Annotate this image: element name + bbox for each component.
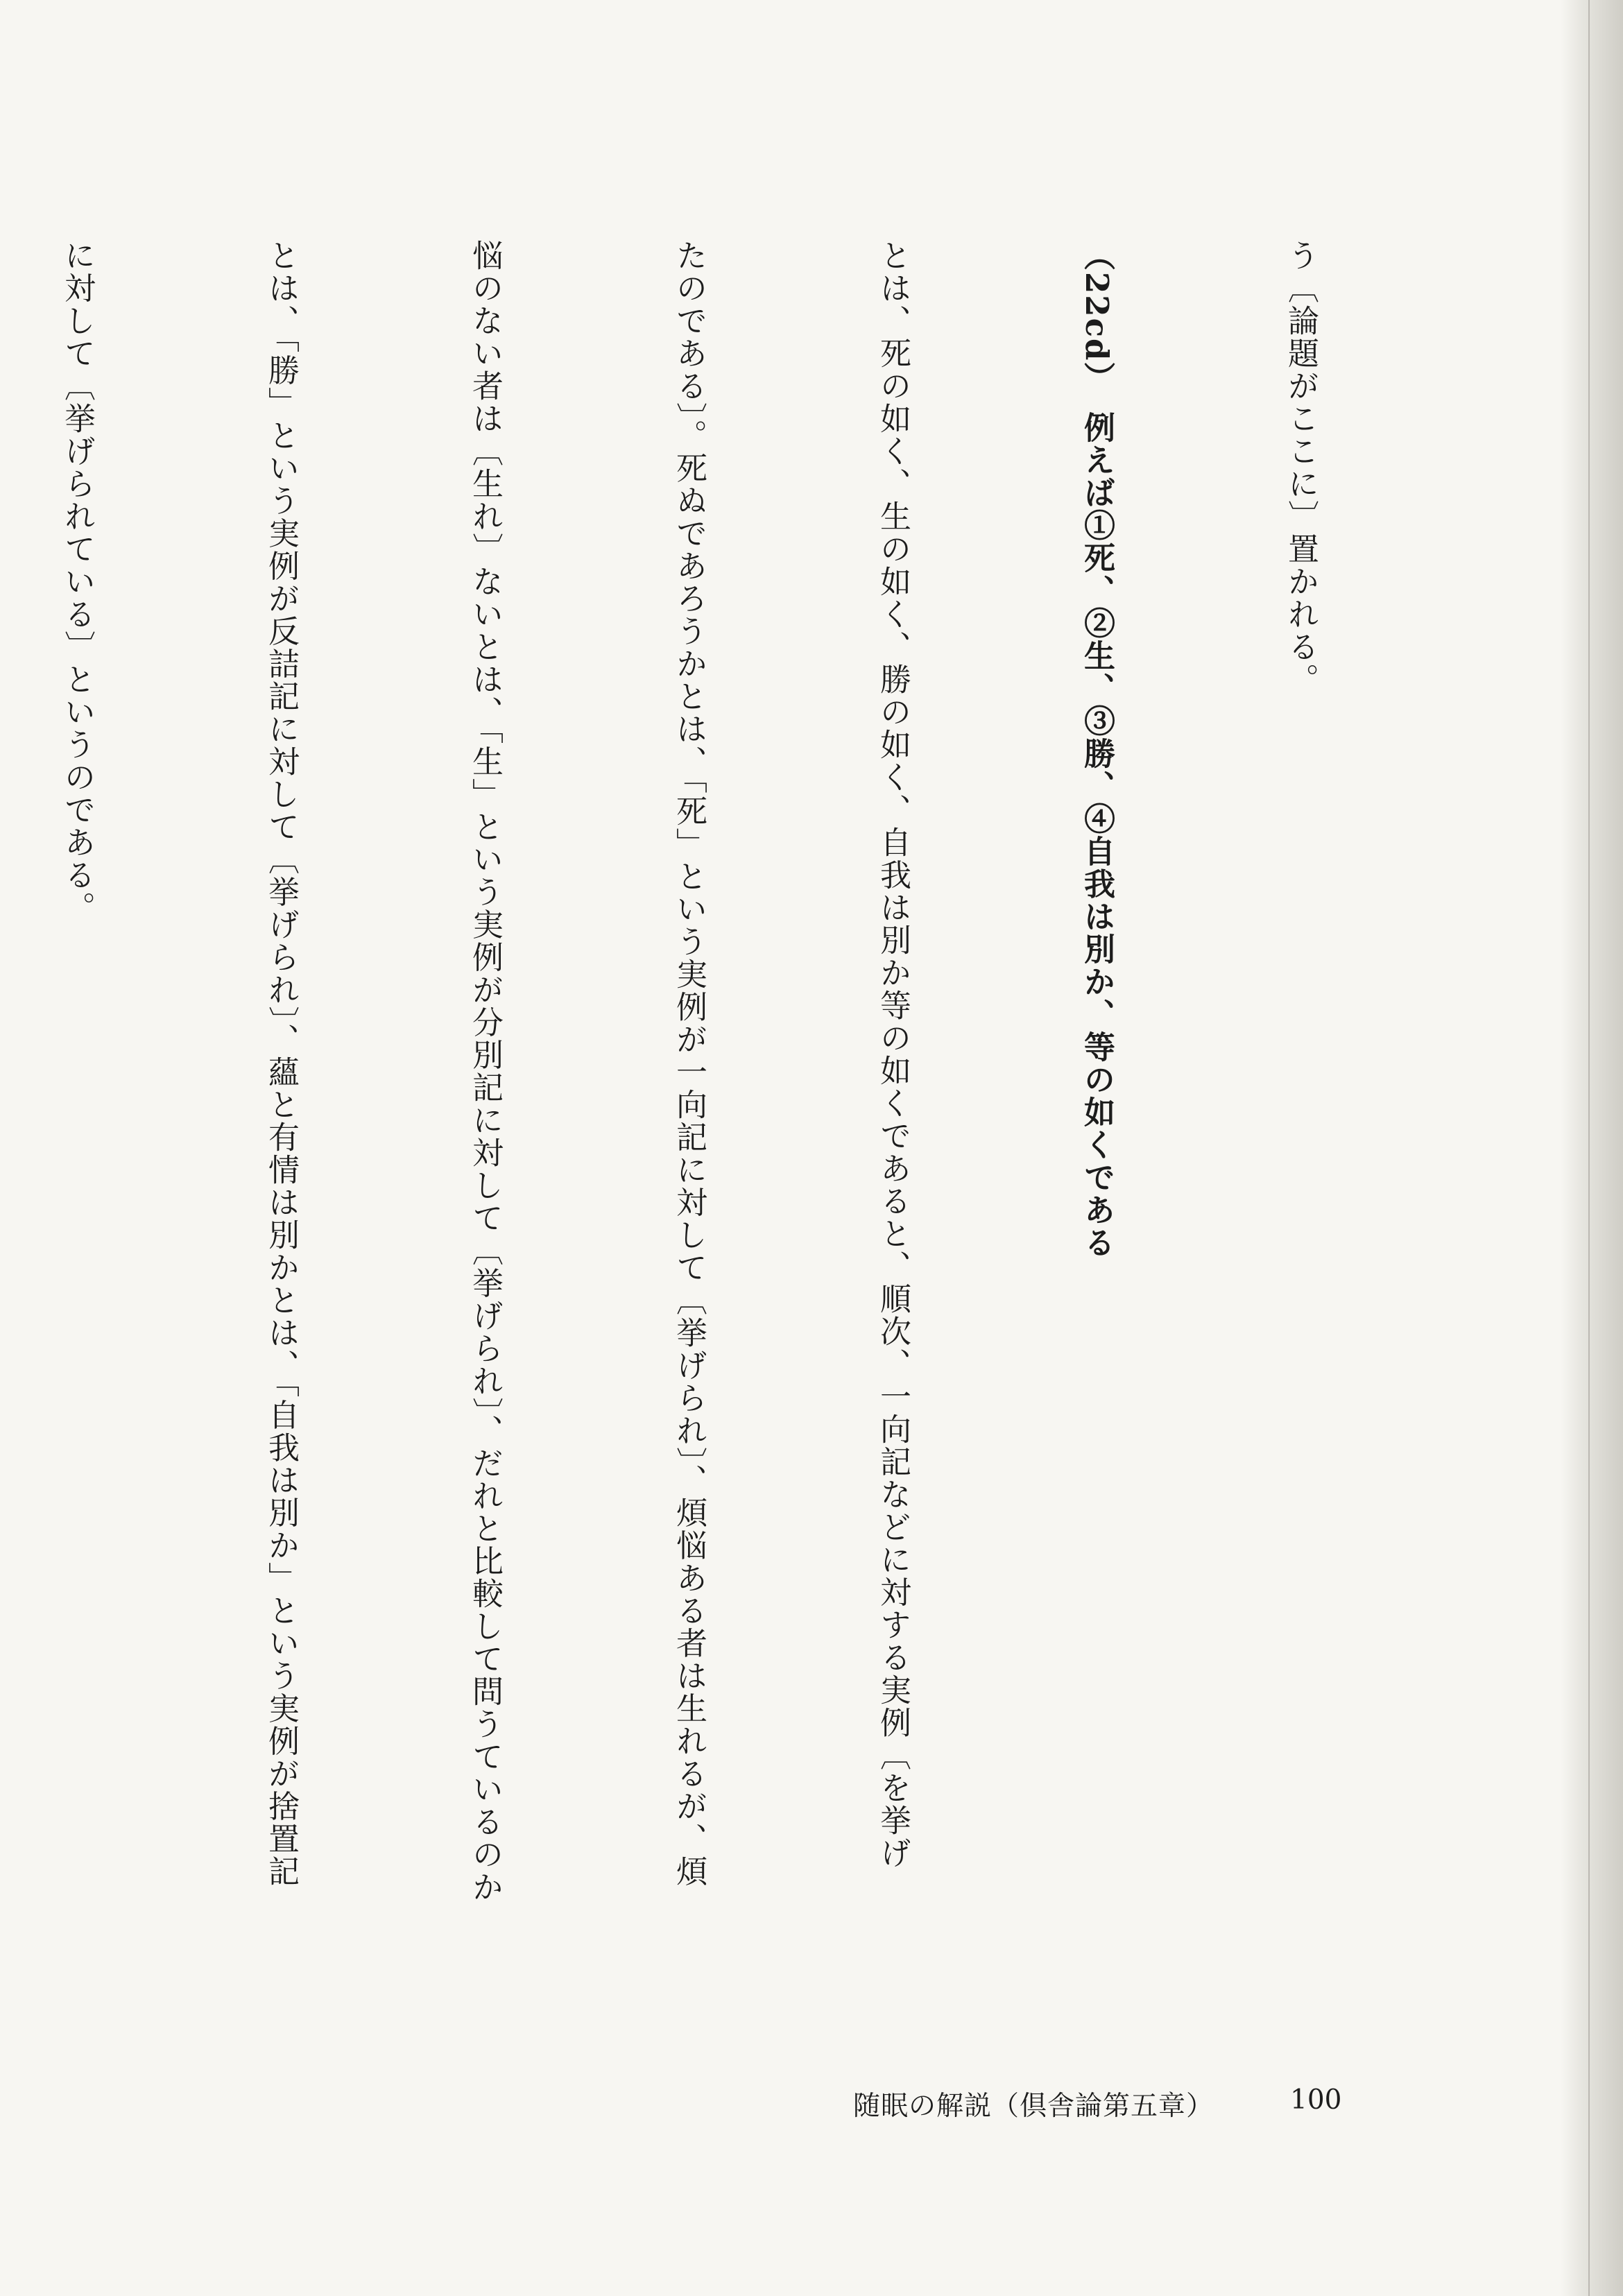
page-edge-shadow — [1561, 0, 1623, 2296]
text-line-5: 悩のない者は〔生れ〕ないとは、「生」という実例が分別記に対して〔挙げられ〕、だれと比較して問うているのか — [467, 239, 504, 1903]
page-number: 100 — [1290, 2084, 1342, 2116]
vertical-text-block — [59, 239, 1470, 2015]
section-heading-22cd: （22cd） 例えば①死、②生、③勝、④自我は別か、等の如くである — [1079, 239, 1115, 1259]
text-line-6: とは、「勝」という実例が反詰記に対して〔挙げられ〕、蘊と有情は別かとは、「自我は別か」という実例が捨置記 — [263, 239, 300, 1888]
running-footer-title: 随眠の解説（倶舎論第五章） — [853, 2091, 1214, 2122]
text-line-4: たのである〕。死ぬであろうかとは、「死」という実例が一向記に対して〔挙げられ〕、煩悩ある者は生れるが、煩 — [671, 239, 707, 1888]
text-line-3: とは、死の如く、生の如く、勝の如く、自我は別か等の如くであると、順次、一向記などに対する実例〔を挙げ — [875, 239, 911, 1869]
page-edge-line — [1588, 0, 1590, 2296]
text-line-1: う〔論題がここに〕置かれる。 — [1282, 239, 1319, 696]
text-line-7: に対して〔挙げられている〕というのである。 — [59, 239, 96, 924]
